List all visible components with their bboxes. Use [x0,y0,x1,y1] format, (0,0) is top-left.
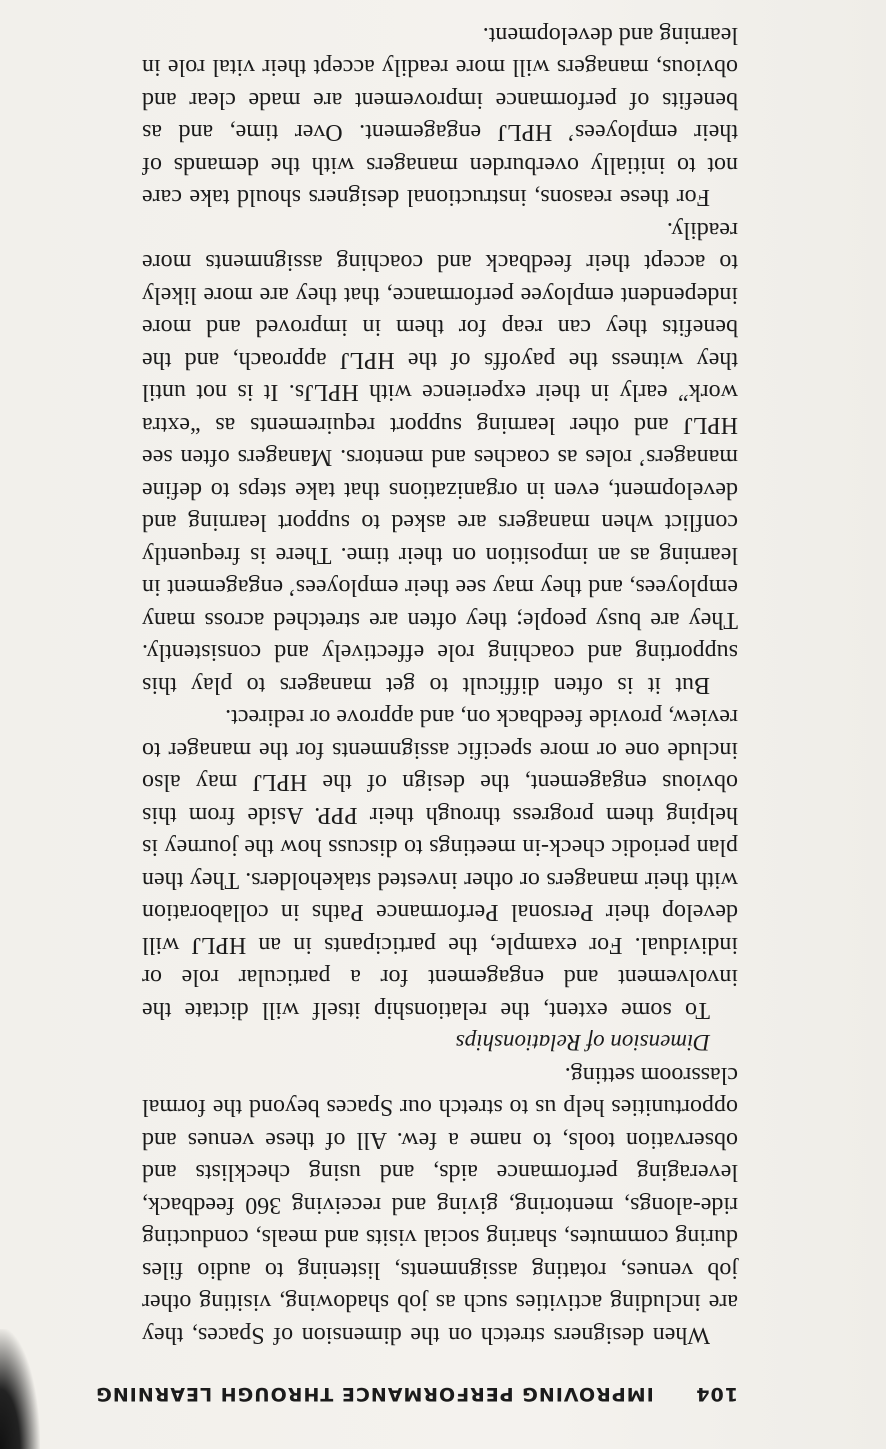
body-text [142,19,738,1352]
paragraph-relationships-1: To some extent, the relationship itself will dictate the involvement and engagement for a particular role or individual. For example, the participants in an HPLJ will develop their Personal Performance Paths in collaboration with their managers or other invested stakeholders. They then plan periodic check-in meetings to discuss how the journey is helping them progress through their PPP. Aside from this obvious engagement, the design of the HPLJ may also include one or more specific assignments for the manager to review, provide feedback on, and approve or redirect. [142,704,738,1023]
running-header [95,1383,738,1405]
paragraph-relationships-2: But it is often difficult to get managers to play this supporting and coaching role effectively and consistently. They are busy people; they often are stretched across many employees, and they may see their employees’ engagement in learning as an imposition on their time. There is frequently conflict when managers are asked to support learning and development, even in organizations that take steps to define managers’ roles as coaches and mentors. Managers often see HPLJ and other learning support requirements as “extra work” early in their experience with HPLJs. It is not until they witness the payoffs of the HPLJ approach, and the benefits they can reap for them in improved and more independent employee performance, that they are more likely to accept their feedback and coaching assignments more readily. [142,217,738,698]
spine-shadow [0,1329,40,1449]
paragraph-spaces: When designers stretch on the dimension of Spaces, they are including activities such as job shadowing, visiting other job venues, rotating assignments, listening to audio files during commutes, sharing social visits and meals, conducting ride-alongs, mentoring, giving and receiving 360 feedback, leveraging performance aids, and using checklists and observation tools, to name a few. All of these venues and opportunities help us to stretch our Spaces beyond the formal classroom setting. [142,1062,738,1348]
section-heading: Dimension of Relationships [455,1030,710,1056]
running-title: IMPROVING PERFORMANCE THROUGH LEARNING [95,1383,654,1405]
page-number: 104 [695,1383,738,1405]
paragraph-relationships-3: For these reasons, instructional designers should take care not to initially overburden managers with the demands of their employees’ HPLJ engagement. Over time, and as benefits of performance improvement are made clear and obvious, managers will more readily accept their vital role in learning and development. [142,22,738,211]
